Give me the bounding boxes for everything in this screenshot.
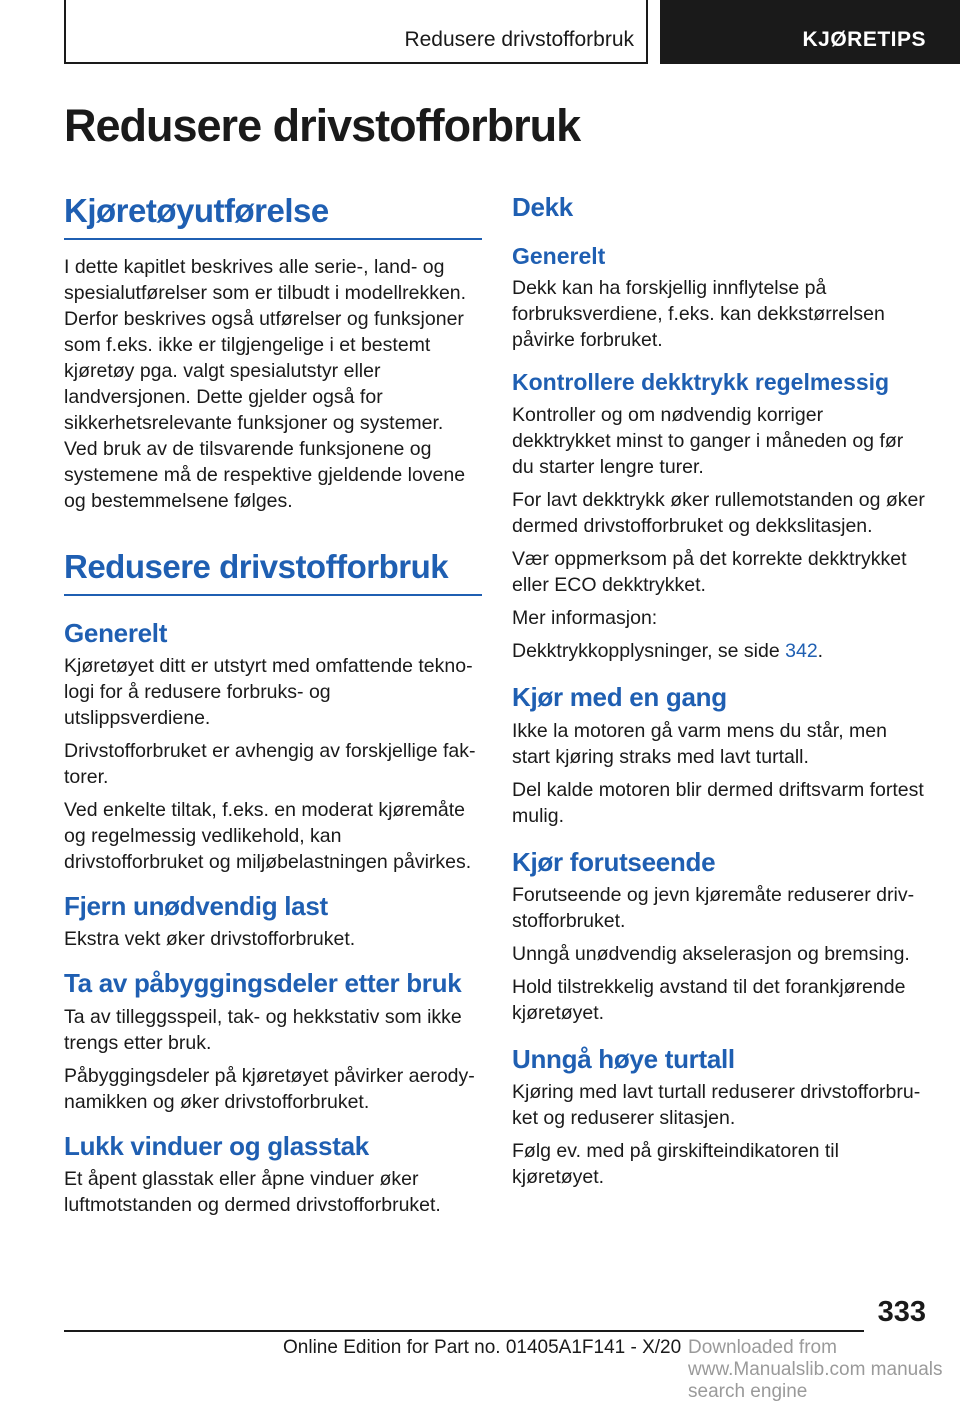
paragraph: Ved enkelte tiltak, f.eks. en moderat kjøremåte og regelmessig vedlikehold, kan drivstofforbruket og miljøbelastningen påvirkes. bbox=[64, 799, 472, 874]
cross-reference-end: . bbox=[817, 640, 824, 663]
footer-divider bbox=[64, 1330, 864, 1332]
paragraph: Kjøring med lavt turtall reduserer drivstofforbruket og reduserer slitasjen. bbox=[512, 1080, 921, 1129]
paragraph: Ta av tilleggsspeil, tak- og hekkstativ som ikke trengs etter bruk. bbox=[64, 1005, 462, 1054]
watermark: Downloaded from www.Manualslib.com manuals search engine bbox=[686, 1337, 960, 1403]
subheading-close-windows: Lukk vinduer og glasstak bbox=[64, 1130, 369, 1161]
subheading-remove-attachments: Ta av påbyggingsdeler etter bruk bbox=[64, 968, 462, 999]
paragraph: Del kalde motoren blir dermed driftsvarm fortest mulig. bbox=[512, 778, 924, 827]
paragraph: Mer informasjon: bbox=[512, 607, 658, 630]
paragraph: Dekk kan ha forskjellig innflytelse på forbruksverdiene, f.eks. kan dekkstørrelsen påvirke forbruket. bbox=[512, 276, 885, 351]
paragraph: Unngå unødvendig akselerasjon og bremsing. bbox=[512, 942, 910, 965]
paragraph: Drivstofforbruket er avhengig av forskjellige faktorer. bbox=[64, 740, 476, 789]
paragraph: Forutseende og jevn kjøremåte reduserer drivstofforbruket. bbox=[512, 883, 915, 932]
subheading-drive-anticipatory: Kjør forutseende bbox=[512, 846, 716, 877]
paragraph: Vær oppmerksom på det korrekte dekktrykket eller ECO dekktrykket. bbox=[512, 548, 907, 597]
right-column bbox=[512, 192, 926, 1190]
paragraph: Et åpent glasstak eller åpne vinduer øker luftmotstanden og dermed drivstofforbruket. bbox=[64, 1167, 441, 1216]
edition-note: Online Edition for Part no. 01405A1F141 - X/20 bbox=[283, 1337, 682, 1358]
paragraph: Påbyggingsdeler på kjøretøyet påvirker aerodynamikken og øker drivstofforbruket. bbox=[64, 1064, 475, 1113]
paragraph: For lavt dekktrykk øker rullemotstanden og øker dermed drivstofforbruket og dekkslitasjen. bbox=[512, 489, 925, 538]
subheading-tyre-pressure: Kontrollere dekktrykk regelmessig bbox=[512, 368, 890, 395]
paragraph: Ikke la motoren gå varm mens du står, men start kjøring straks med lavt turtall. bbox=[512, 719, 887, 768]
paragraph: Ekstra vekt øker drivstofforbruket. bbox=[64, 928, 356, 951]
paragraph: Hold tilstrekkelig avstand til det forankjørende kjøretøyet. bbox=[512, 975, 906, 1024]
subheading-tyres-general: Generelt bbox=[512, 243, 606, 270]
page-title: Redusere drivstofforbruk bbox=[64, 100, 581, 151]
cross-reference bbox=[512, 638, 926, 664]
paragraph: I dette kapitlet beskrives alle serie-, land- og spesialutførelser som er tilbudt i modellrekken. Derfor beskrives også utførelser og funksjoner som f.eks. ikke er tilgjengelige i et bestemt kjøretøy pga. valgt spesialutstyr eller landversjonen. Dette gjelder også for sikkerhetsrelevante funksjoner og systemer. Ved bruk av de tilsvarende funksjonene og systemene må de respektive gjeldende lovene og bestemmelsene følges. bbox=[64, 256, 467, 512]
subheading-drive-off: Kjør med en gang bbox=[512, 682, 727, 713]
paragraph: Følg ev. med på girskifteindikatoren til kjøretøyet. bbox=[512, 1139, 839, 1188]
subheading-remove-load: Fjern unødvendig last bbox=[64, 891, 328, 922]
section-heading-reduce-fuel: Redusere drivstofforbruk bbox=[64, 548, 482, 596]
chapter-tab-label: KJØRETIPS bbox=[802, 28, 926, 51]
left-column bbox=[64, 192, 482, 1218]
header-title: Redusere drivstofforbruk bbox=[404, 28, 634, 51]
page-number: 333 bbox=[877, 1296, 926, 1328]
paragraph: Kontroller og om nødvendig korriger dekktrykket minst to ganger i måneden og før du starter lengre turer. bbox=[512, 404, 904, 479]
cross-reference-text: Dekktrykkopplysninger, se side bbox=[512, 640, 786, 663]
section-heading-vehicle-equipment: Kjøretøyutførelse bbox=[64, 192, 482, 240]
subheading-avoid-high-rpm: Unngå høye turtall bbox=[512, 1043, 735, 1074]
paragraph: Kjøretøyet ditt er utstyrt med omfattende teknologi for å redusere forbruks- og utslippsverdiene. bbox=[64, 655, 473, 730]
subheading-general: Generelt bbox=[64, 618, 168, 648]
chapter-tab[interactable] bbox=[660, 0, 960, 64]
header-title-box bbox=[64, 0, 648, 64]
page-link-342[interactable]: 342 bbox=[785, 640, 818, 663]
subheading-tyres: Dekk bbox=[512, 192, 573, 222]
